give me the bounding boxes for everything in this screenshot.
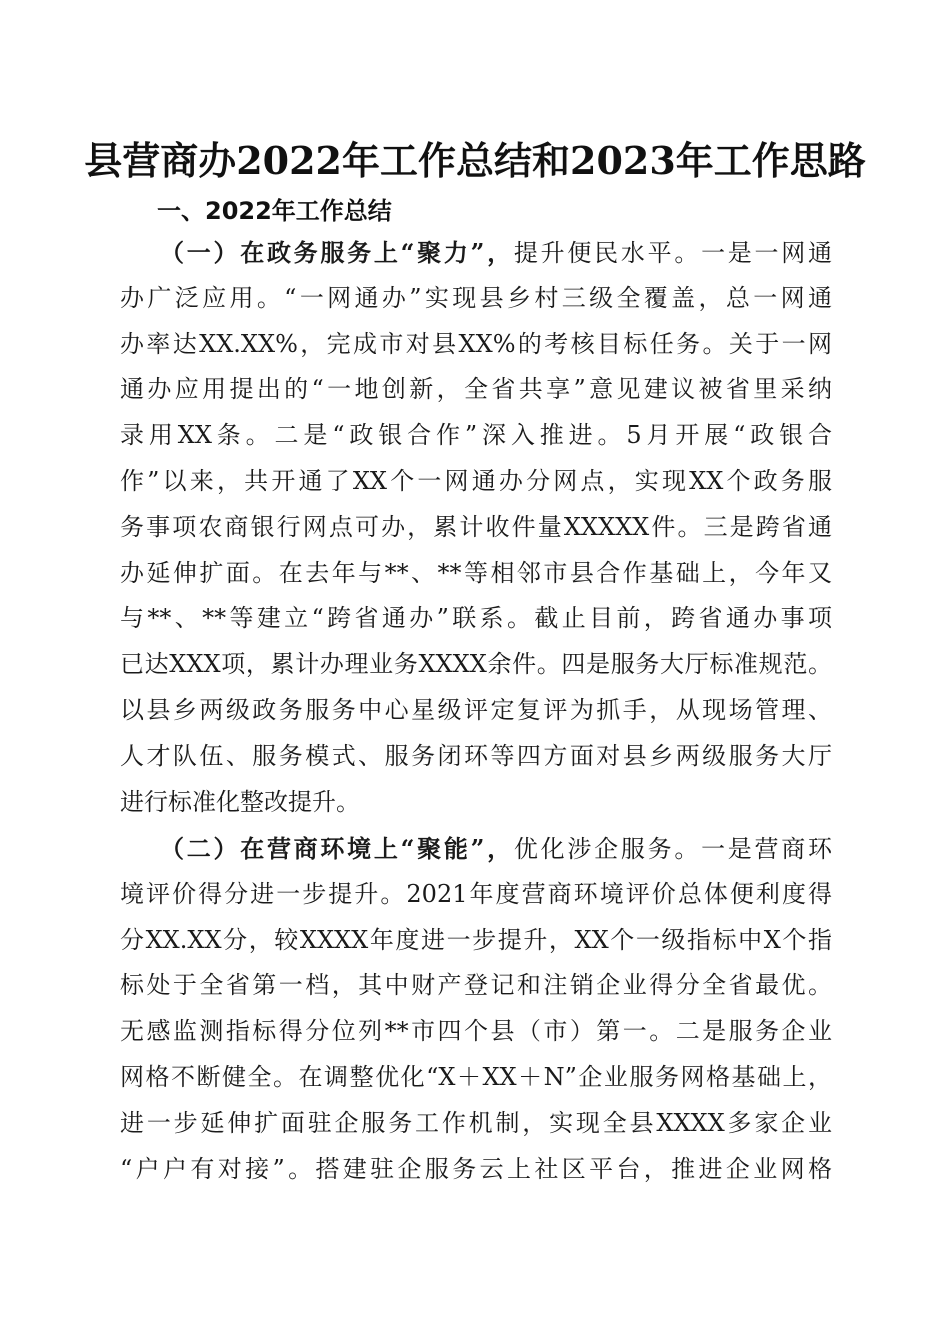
paragraph-lead: （二）在营商环境上“聚能”， xyxy=(160,834,514,863)
paragraph-line: 人才队伍、服务模式、服务闭环等四方面对县乡两级服务大厅 xyxy=(120,741,832,770)
paragraph-line: 办延伸扩面。在去年与**、**等相邻市县合作基础上，今年又 xyxy=(120,558,832,587)
paragraph-line: 办广泛应用。“一网通办”实现县乡村三级全覆盖，总一网通 xyxy=(120,283,832,312)
paragraph-line: 进一步延伸扩面驻企服务工作机制，实现全县XXXX多家企业 xyxy=(120,1108,832,1137)
paragraph-line: 网格不断健全。在调整优化“X＋XX＋N”企业服务网格基础上， xyxy=(120,1062,832,1091)
paragraph-line: 分XX.XX分，较XXXX年度进一步提升，XX个一级指标中X个指 xyxy=(120,925,832,954)
paragraph-line: 无感监测指标得分位列**市四个县（市）第一。二是服务企业 xyxy=(120,1017,832,1046)
paragraph-government-services xyxy=(120,230,832,825)
paragraph-line: 办率达XX.XX%，完成市对县XX%的考核目标任务。关于一网 xyxy=(120,329,832,358)
paragraph-line: 作”以来，共开通了XX个一网通办分网点，实现XX个政务服 xyxy=(120,466,832,495)
paragraph-line: 录用XX条。二是“政银合作”深入推进。5月开展“政银合 xyxy=(120,421,832,450)
paragraph-line: “户户有对接”。搭建驻企服务云上社区平台，推进企业网格 xyxy=(120,1154,832,1183)
paragraph-business-environment xyxy=(120,826,832,1192)
paragraph-line: 以县乡两级政务服务中心星级评定复评为抓手，从现场管理、 xyxy=(120,695,832,724)
paragraph-line: （二）在营商环境上“聚能”，优化涉企服务。一是营商环 xyxy=(160,834,833,863)
paragraph-lead: （一）在政务服务上“聚力”， xyxy=(160,238,514,267)
document-title: 县营商办2022年工作总结和2023年工作思路 xyxy=(84,138,866,183)
paragraph-line: 标处于全省第一档，其中财产登记和注销企业得分全省最优。 xyxy=(120,971,832,1000)
paragraph-line: （一）在政务服务上“聚力”，提升便民水平。一是一网通 xyxy=(160,238,833,267)
paragraph-line: 与**、**等建立“跨省通办”联系。截止目前，跨省通办事项 xyxy=(120,604,832,633)
section-heading: 一、2022年工作总结 xyxy=(157,197,392,225)
paragraph-line: 已达XXX项，累计办理业务XXXX余件。四是服务大厅标准规范。 xyxy=(120,650,832,679)
paragraph-line: 通办应用提出的“一地创新，全省共享”意见建议被省里采纳 xyxy=(120,375,832,404)
paragraph-line: 境评价得分进一步提升。2021年度营商环境评价总体便利度得 xyxy=(120,879,832,908)
paragraph-line: 务事项农商银行网点可办，累计收件量XXXXX件。三是跨省通 xyxy=(120,512,832,541)
paragraph-line: 进行标准化整改提升。 xyxy=(120,787,360,816)
